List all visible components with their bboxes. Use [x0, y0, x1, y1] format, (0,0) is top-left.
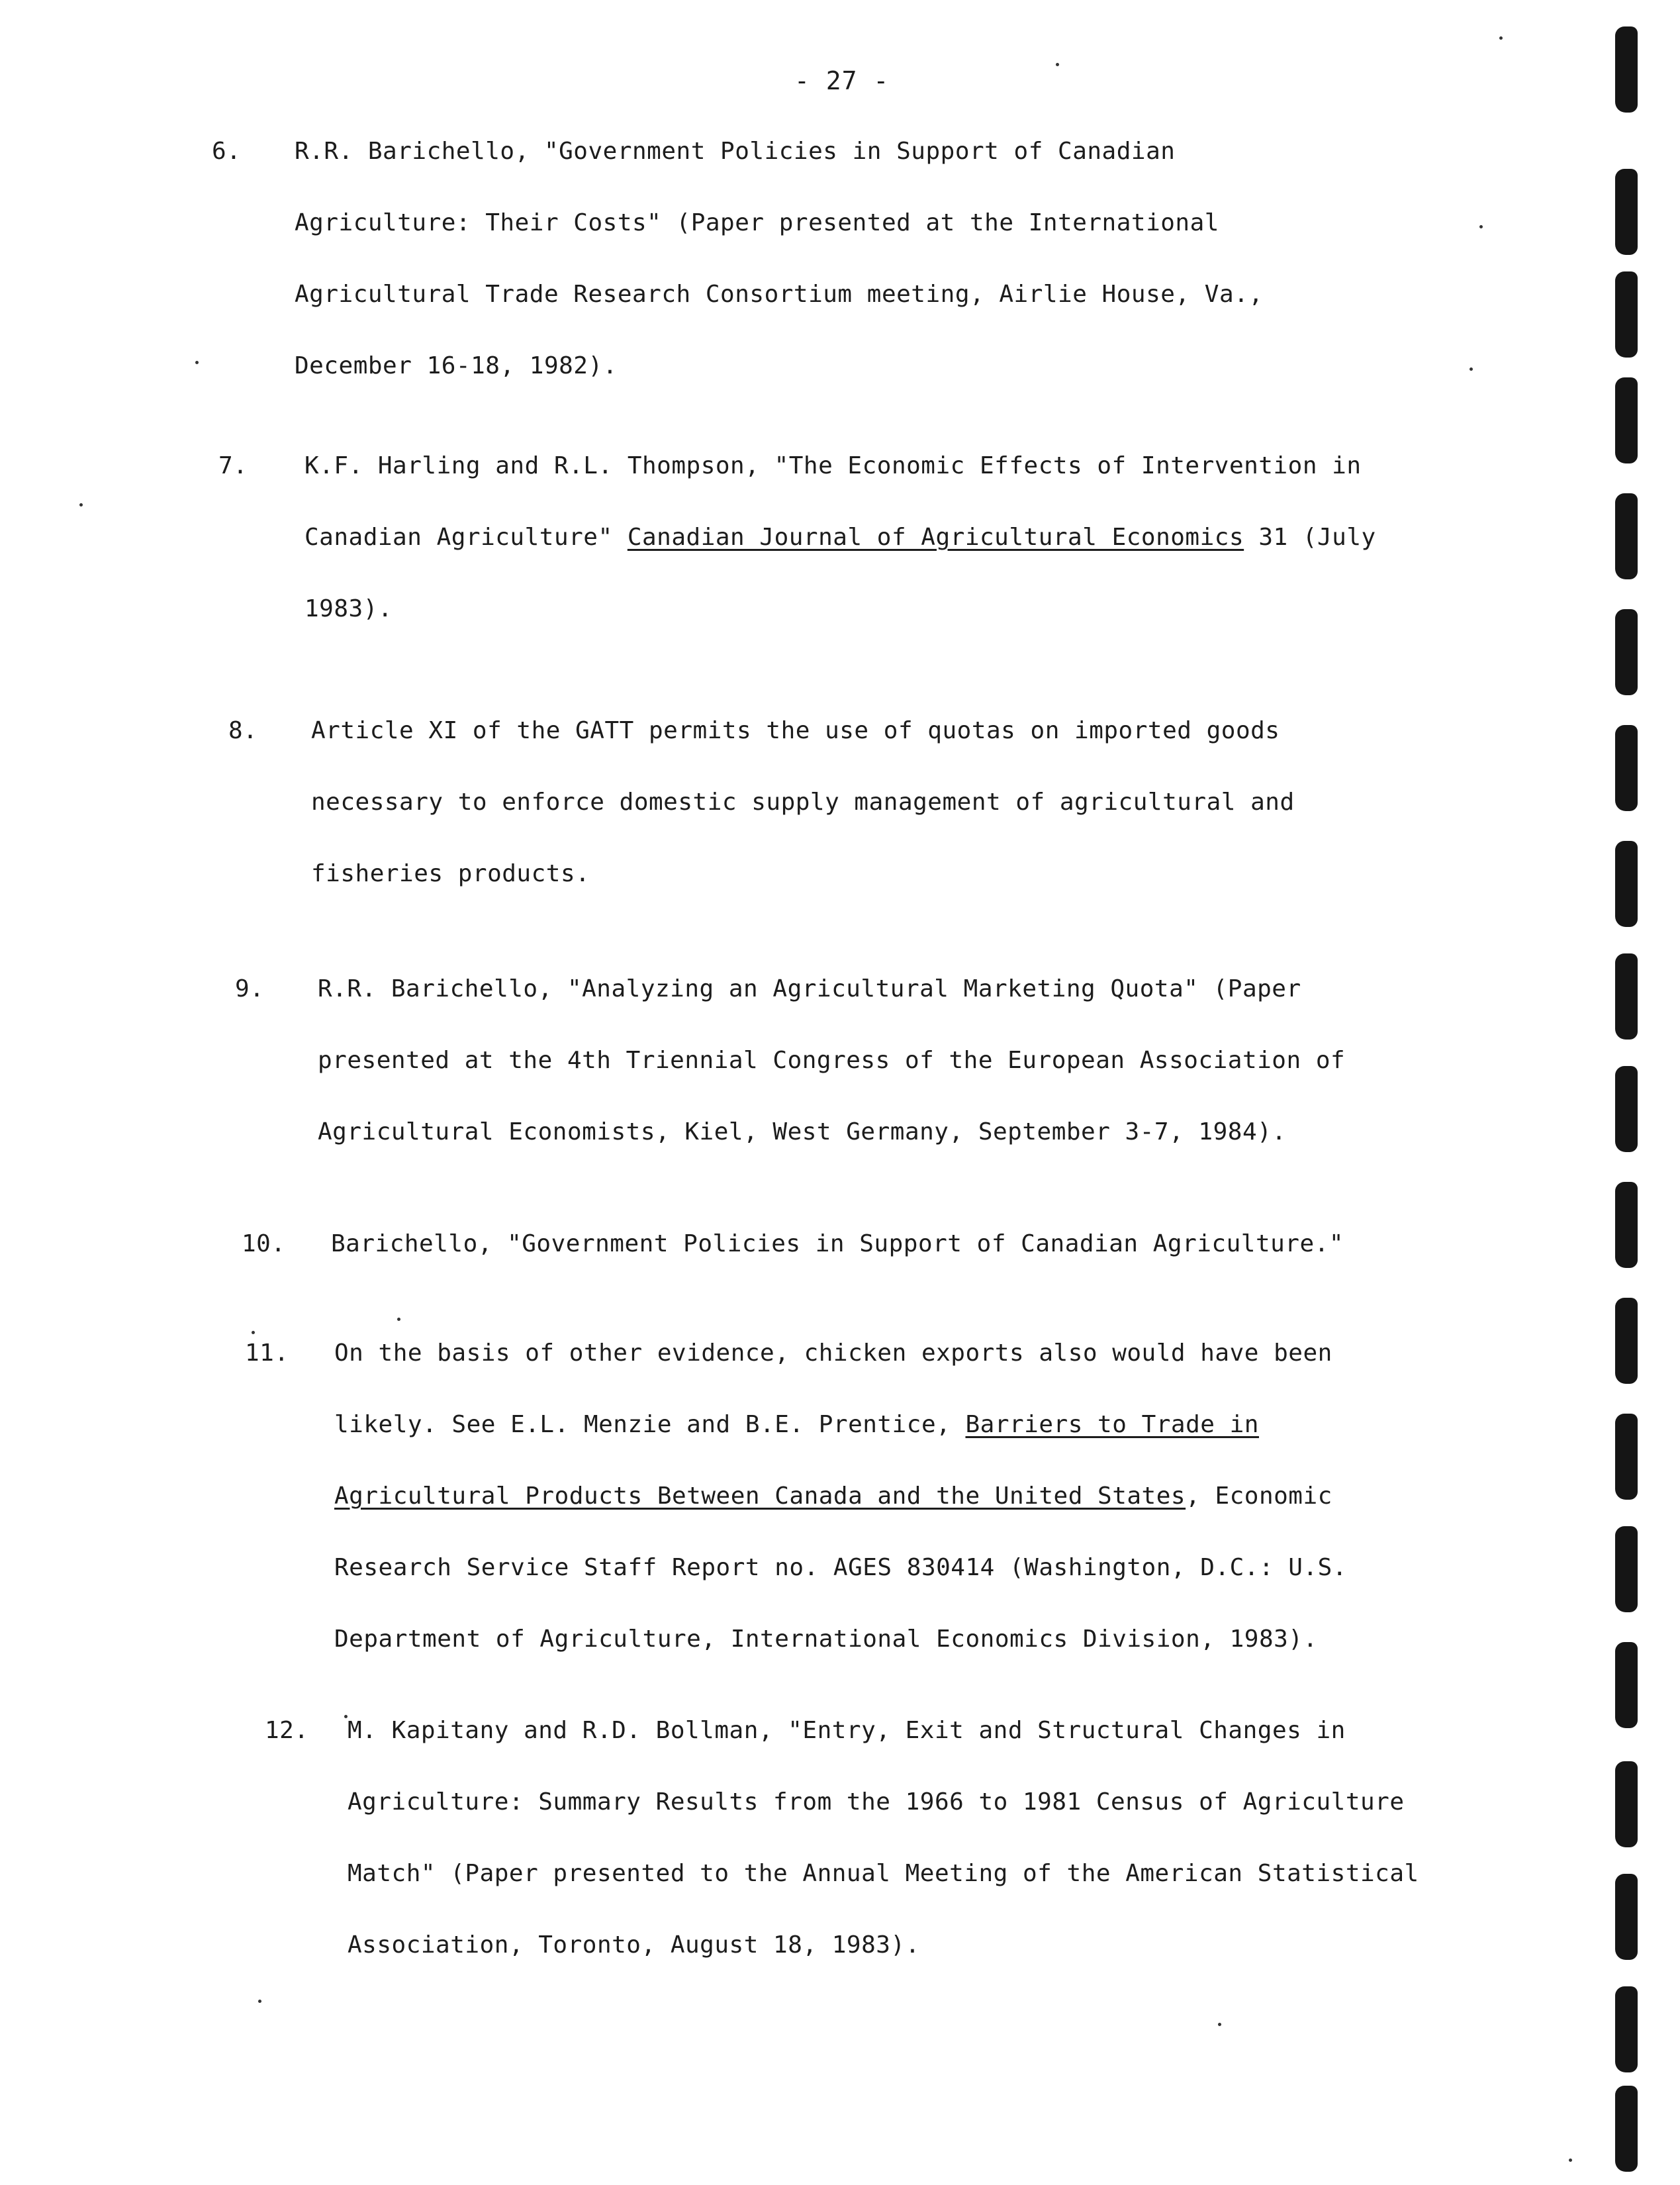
endnote-line: [295, 116, 1263, 187]
endnote-text: December 16-18, 1982).: [295, 352, 618, 379]
endnote-line: [348, 1695, 1419, 1767]
endnote-text: likely. See E.L. Menzie and B.E. Prentice,: [334, 1411, 966, 1438]
endnote-text: Canadian Agriculture": [304, 524, 628, 551]
underlined-title: Canadian Journal of Agricultural Economics: [627, 524, 1244, 551]
endnote-line: [334, 1461, 1347, 1532]
endnote-number: 12.: [265, 1717, 309, 1744]
endnote-8: [228, 695, 1295, 910]
endnote-text: Article XI of the GATT permits the use of quotas on imported goods: [311, 717, 1280, 744]
endnote-line: [304, 502, 1376, 573]
endnote-text: Agriculture: Summary Results from the 1966 to 1981 Census of Agriculture: [348, 1788, 1405, 1816]
endnote-number: 7.: [218, 452, 248, 479]
endnote-text: Barichello, "Government Policies in Support of Canadian Agriculture.": [331, 1230, 1344, 1257]
endnote-text: R.R. Barichello, "Analyzing an Agricultural Marketing Quota" (Paper: [318, 975, 1301, 1002]
endnote-text: K.F. Harling and R.L. Thompson, "The Economic Effects of Intervention in: [304, 452, 1362, 479]
endnote-text: 31 (July: [1244, 524, 1376, 551]
endnote-11: [245, 1318, 1347, 1675]
endnote-text: Agricultural Economists, Kiel, West Germany, September 3-7, 1984).: [318, 1118, 1287, 1145]
endnote-number: 8.: [228, 717, 258, 744]
endnote-line: [318, 1025, 1345, 1096]
endnote-line: [304, 573, 1376, 645]
endnote-line: [304, 430, 1376, 502]
endnote-line: [334, 1532, 1347, 1604]
endnote-text: Agriculture: Their Costs" (Paper presented at the International: [295, 209, 1219, 236]
underlined-title: Agricultural Products Between Canada and the United States: [334, 1482, 1186, 1510]
endnote-line: [311, 695, 1295, 767]
endnote-line: [311, 767, 1295, 838]
endnote-line: [348, 1767, 1419, 1838]
endnote-10: [242, 1208, 1344, 1280]
endnote-number: 9.: [235, 975, 265, 1002]
endnote-6: [212, 116, 1263, 402]
page-number: - 27 -: [794, 66, 890, 95]
underlined-title: Barriers to Trade in: [965, 1411, 1259, 1438]
endnote-line: [318, 953, 1345, 1025]
endnote-text: presented at the 4th Triennial Congress of the European Association of: [318, 1047, 1346, 1074]
endnote-text: Agricultural Trade Research Consortium meeting, Airlie House, Va.,: [295, 281, 1264, 308]
endnote-line: [311, 838, 1295, 910]
endnote-7: [218, 430, 1376, 645]
endnote-line: [318, 1096, 1345, 1168]
endnote-line: [295, 330, 1263, 402]
endnote-line: [334, 1604, 1347, 1675]
endnote-text: fisheries products.: [311, 860, 590, 887]
endnote-text: R.R. Barichello, "Government Policies in Support of Canadian: [295, 138, 1176, 165]
binder-holes: [1610, 26, 1650, 2172]
endnote-line: [348, 1910, 1419, 1981]
endnote-line: [334, 1389, 1347, 1461]
endnote-text: Department of Agriculture, International Economics Division, 1983).: [334, 1626, 1318, 1653]
endnote-line: [295, 259, 1263, 330]
endnote-number: 10.: [242, 1230, 286, 1257]
endnote-text: , Economic: [1186, 1482, 1332, 1510]
endnote-text: Research Service Staff Report no. AGES 830414 (Washington, D.C.: U.S.: [334, 1554, 1347, 1581]
endnote-number: 6.: [212, 138, 242, 165]
endnote-text: On the basis of other evidence, chicken exports also would have been: [334, 1339, 1332, 1367]
endnote-9: [235, 953, 1345, 1168]
endnote-text: M. Kapitany and R.D. Bollman, "Entry, Exit and Structural Changes in: [348, 1717, 1346, 1744]
endnote-text: 1983).: [304, 595, 393, 622]
endnote-line: [295, 187, 1263, 259]
endnote-line: [348, 1838, 1419, 1910]
endnote-line: [331, 1208, 1344, 1280]
endnote-text: necessary to enforce domestic supply management of agricultural and: [311, 789, 1295, 816]
endnote-text: Match" (Paper presented to the Annual Meeting of the American Statistical: [348, 1860, 1419, 1887]
endnote-12: [265, 1695, 1419, 1981]
endnote-text: Association, Toronto, August 18, 1983).: [348, 1931, 920, 1959]
endnote-number: 11.: [245, 1339, 289, 1367]
endnote-line: [334, 1318, 1347, 1389]
